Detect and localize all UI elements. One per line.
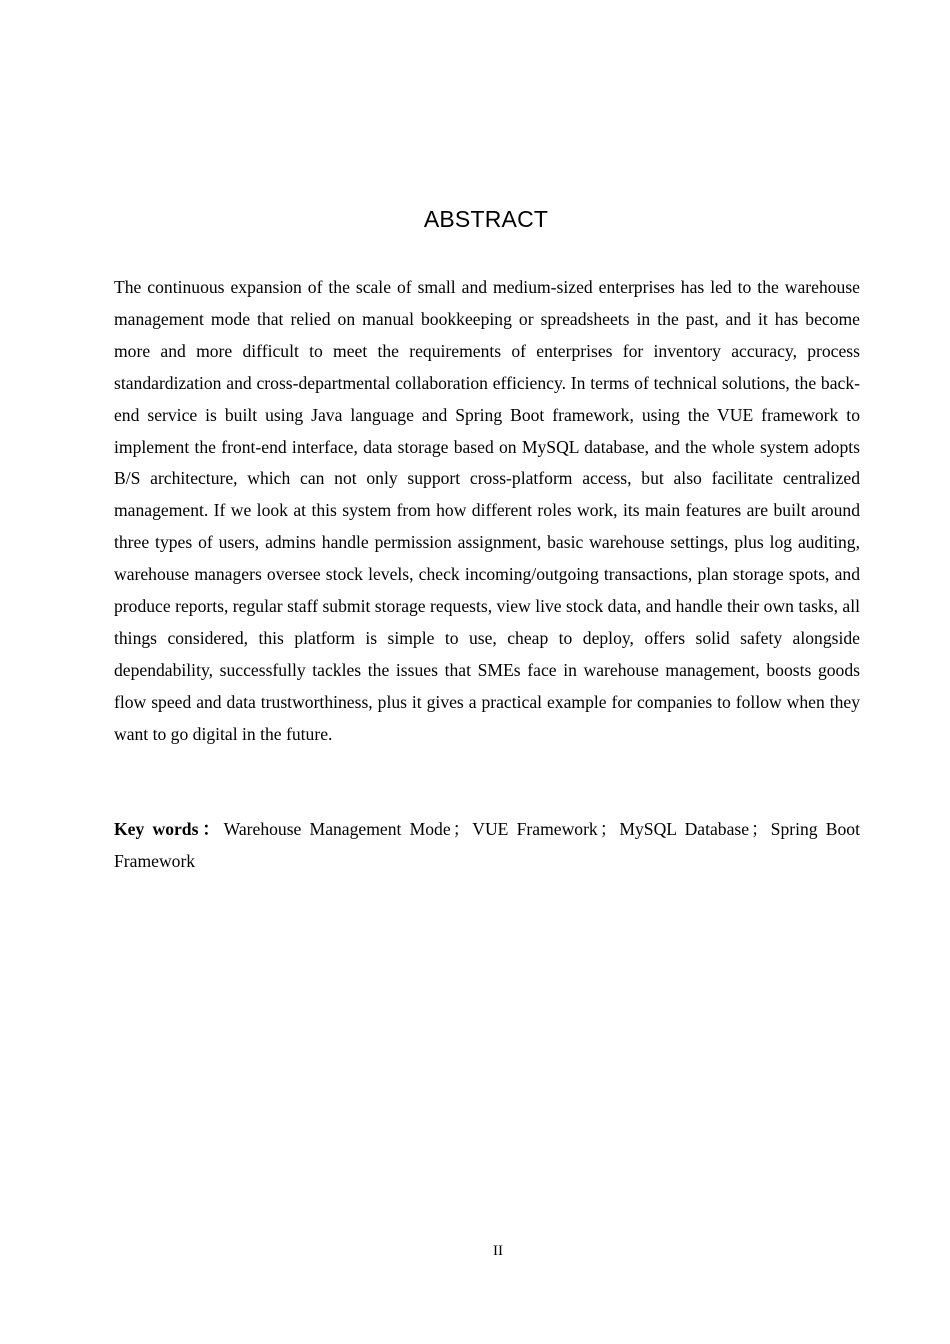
keywords-paragraph xyxy=(114,814,860,878)
keyword-separator: ； xyxy=(452,819,471,839)
keyword-separator: ； xyxy=(751,819,769,839)
keyword-1: Warehouse Management Mode xyxy=(223,819,451,839)
abstract-title: ABSTRACT xyxy=(423,206,549,232)
keyword-4: Spring Boot Framework xyxy=(114,819,860,871)
keyword-3: MySQL Database xyxy=(619,819,750,839)
page-number: II xyxy=(493,1243,503,1259)
keyword-separator: ； xyxy=(599,819,618,839)
keywords-label: Key words： xyxy=(114,819,224,839)
abstract-body: The continuous expansion of the scale of small and medium-sized enterprises has led to the warehouse management mode that relied on manual bookkeeping or spreadsheets in the past, and it has become more and more difficult to meet the requirements of enterprises for inventory accuracy, process standardization and cross-departmental collaboration efficiency. In terms of technical solutions, the back-end service is built using Java language and Spring Boot framework, using the VUE framework to implement the front-end interface, data storage based on MySQL database, and the whole system adopts B/S architecture, which can not only support cross-platform access, but also facilitate centralized management. If we look at this system from how different roles work, its main features are built around three types of users, admins handle permission assignment, basic warehouse settings, plus log auditing, warehouse managers oversee stock levels, check incoming/outgoing transactions, plan storage spots, and produce reports, regular staff submit storage requests, view live stock data, and handle their own tasks, all things considered, this platform is simple to use, cheap to deploy, offers solid safety alongside dependability, successfully tackles the issues that SMEs face in warehouse management, boosts goods flow speed and data trustworthiness, plus it gives a practical example for companies to follow when they want to go digital in the future. xyxy=(114,277,860,744)
keyword-2: VUE Framework xyxy=(472,819,598,839)
